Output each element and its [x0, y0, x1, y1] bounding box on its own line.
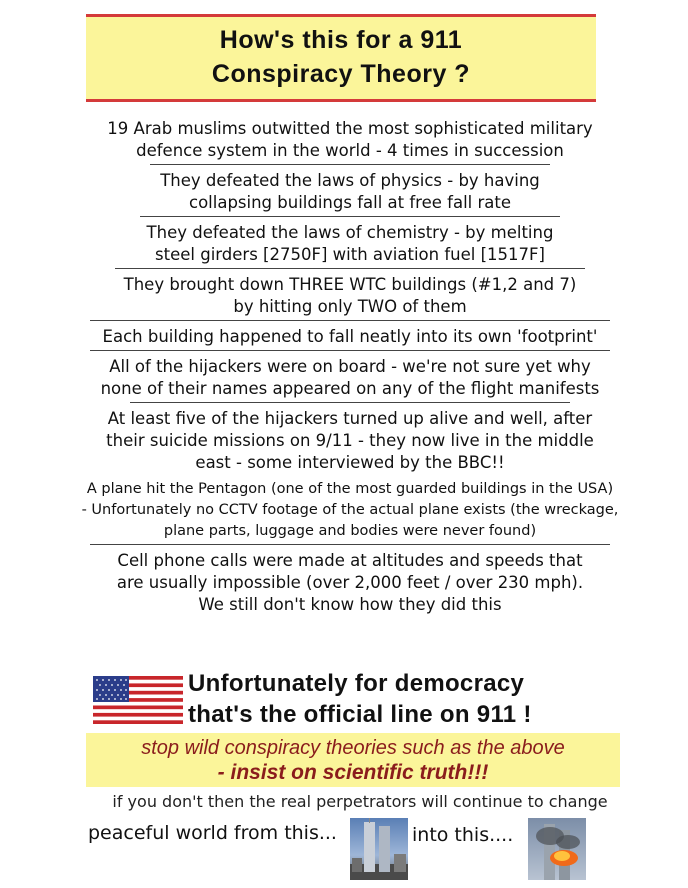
- claim-line: At least five of the hijackers turned up alive and well, after: [107, 409, 593, 428]
- divider: [90, 544, 610, 545]
- democracy-statement: [188, 668, 638, 730]
- claim-line: east - some interviewed by the BBC!!: [195, 453, 505, 472]
- divider: [140, 216, 560, 217]
- claim-item: [60, 406, 640, 477]
- claim-line: They defeated the laws of chemistry - by melting: [146, 223, 554, 242]
- claim-item: [60, 354, 640, 406]
- callout-banner: [86, 733, 620, 787]
- claim-line: A plane hit the Pentagon (one of the most guarded buildings in the USA): [86, 481, 614, 497]
- democracy-line-2: that's the official line on 911 !: [188, 701, 532, 728]
- claim-item: [60, 324, 640, 354]
- claim-item: [60, 220, 640, 272]
- claim-line: Cell phone calls were made at altitudes and speeds that: [117, 551, 583, 570]
- twin-towers-image: [350, 818, 408, 880]
- warning-text: if you don't then the real perpetrators will continue to change: [112, 792, 608, 811]
- claim-line: - Unfortunately no CCTV footage of the actual plane exists (the wreckage,: [81, 502, 619, 518]
- claim-line: 19 Arab muslims outwitted the most sophisticated military: [107, 119, 593, 138]
- claim-line: They defeated the laws of physics - by having: [160, 171, 540, 190]
- divider: [115, 268, 585, 269]
- claim-line: steel girders [2750F] with aviation fuel [1517F]: [155, 245, 545, 264]
- claim-line: defence system in the world - 4 times in succession: [136, 141, 564, 160]
- burning-towers-image: [528, 818, 586, 880]
- claim-line: All of the hijackers were on board - we're not sure yet why: [109, 357, 591, 376]
- title-banner: [86, 14, 596, 102]
- claim-line: their suicide missions on 9/11 - they now live in the middle: [106, 431, 594, 450]
- claim-line: are usually impossible (over 2,000 feet / over 230 mph).: [116, 573, 584, 592]
- from-text: peaceful world from this...: [88, 822, 337, 844]
- title-line-1: How's this for a 911: [219, 26, 463, 54]
- claim-item: [60, 548, 640, 619]
- divider: [90, 350, 610, 351]
- us-flag-icon: [93, 676, 183, 724]
- claim-line: We still don't know how they did this: [198, 595, 502, 614]
- claim-item: [60, 272, 640, 324]
- claim-line: They brought down THREE WTC buildings (#1,2 and 7): [123, 275, 577, 294]
- before-after-row: [88, 818, 648, 884]
- claims-list: [60, 116, 640, 619]
- claim-item: [60, 116, 640, 168]
- claim-line: collapsing buildings fall at free fall rate: [189, 193, 511, 212]
- claim-item: [60, 168, 640, 220]
- claim-line: plane parts, luggage and bodies were never found): [163, 523, 537, 539]
- title-line-2: Conspiracy Theory ?: [211, 60, 471, 88]
- divider: [130, 402, 570, 403]
- into-text: into this....: [412, 824, 514, 846]
- callout-line-2: - insist on scientific truth!!!: [217, 761, 489, 784]
- divider: [90, 320, 610, 321]
- democracy-line-1: Unfortunately for democracy: [188, 670, 525, 697]
- divider: [150, 164, 550, 165]
- callout-line-1: stop wild conspiracy theories such as the above: [141, 737, 565, 759]
- claim-line: by hitting only TWO of them: [233, 297, 467, 316]
- claim-line: Each building happened to fall neatly into its own 'footprint': [102, 327, 598, 346]
- claim-item: [60, 477, 640, 548]
- claim-line: none of their names appeared on any of the flight manifests: [100, 379, 600, 398]
